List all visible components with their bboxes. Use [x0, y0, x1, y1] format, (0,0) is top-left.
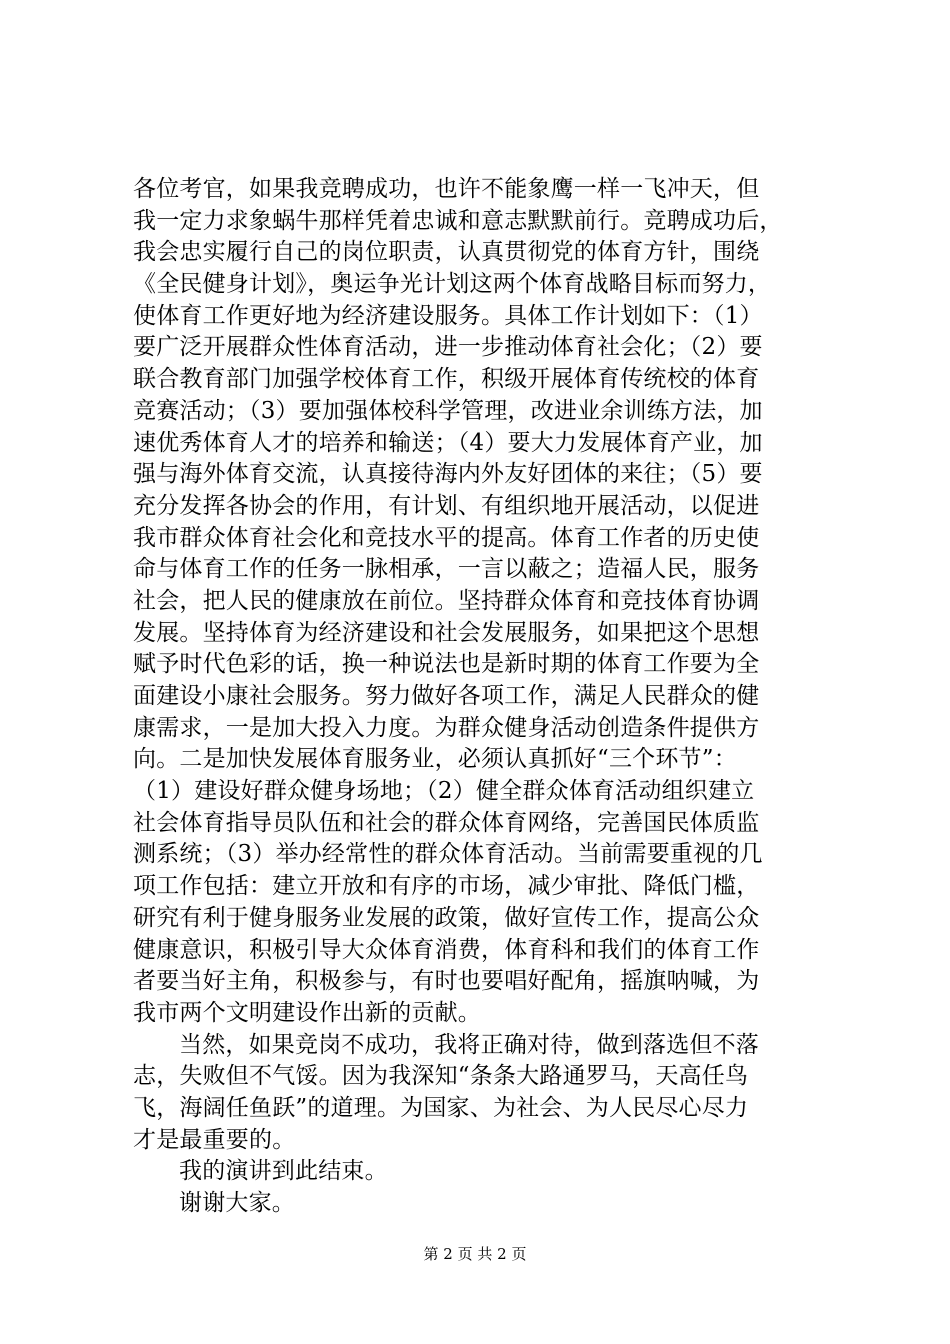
body-line: 者要当好主角，积极参与，有时也要唱好配角，摇旗呐喊，为: [133, 968, 760, 995]
body-line: 才是最重要的。: [133, 1126, 296, 1153]
thanks-line: 谢谢大家。: [179, 1190, 295, 1216]
body-line: 竞赛活动；（3）要加强体校科学管理，改进业余训练方法，加: [133, 397, 763, 424]
paragraph-start-line: 当然，如果竞岗不成功，我将正确对待，做到落选但不落: [179, 1031, 759, 1058]
body-line: 康需求，一是加大投入力度。为群众健身活动创造条件提供方: [133, 714, 760, 741]
body-line: 面建设小康社会服务。努力做好各项工作，满足人民群众的健: [133, 683, 760, 709]
body-line: 研究有利于健身服务业发展的政策，做好宣传工作，提高公众: [133, 904, 760, 931]
body-line: （1）建设好群众健身场地；（2）健全群众体育活动组织建立: [133, 778, 755, 805]
body-line: 向。二是加快发展体育服务业，必须认真抓好“三个环节”：: [133, 746, 737, 773]
body-line: 志，失败但不气馁。因为我深知“条条大路通罗马，天高任鸟: [133, 1063, 749, 1090]
body-line: 各位考官，如果我竞聘成功，也许不能象鹰一样一飞冲天，但: [133, 176, 760, 202]
body-line: 强与海外体育交流，认真接待海内外友好团体的来往；（5）要: [133, 461, 763, 488]
body-line: 赋予时代色彩的话，换一种说法也是新时期的体育工作要为全: [133, 651, 760, 678]
body-line: 速优秀体育人才的培养和输送；（4）要大力发展体育产业，加: [133, 429, 763, 456]
closing-line: 我的演讲到此结束。: [179, 1158, 388, 1185]
body-line: 项工作包括：建立开放和有序的市场，减少审批、降低门槛，: [133, 873, 760, 900]
body-line: 《全民健身计划》，奥运争光计划这两个体育战略目标而努力，: [133, 271, 772, 298]
body-line: 我市两个文明建设作出新的贡献。: [133, 999, 481, 1026]
body-line: 飞，海阔任鱼跃”的道理。为国家、为社会、为人民尽心尽力: [133, 1094, 749, 1121]
body-line: 我会忠实履行自己的岗位职责，认真贯彻党的体育方针，围绕: [133, 239, 760, 266]
body-line: 社会，把人民的健康放在前位。坚持群众体育和竞技体育协调: [133, 587, 760, 614]
body-line: 使体育工作更好地为经济建设服务。具体工作计划如下：（1）: [133, 302, 763, 329]
body-line: 测系统；（3）举办经常性的群众体育活动。当前需要重视的几: [133, 841, 763, 868]
body-line: 联合教育部门加强学校体育工作，积级开展体育传统校的体育: [133, 366, 760, 393]
body-line: 我市群众体育社会化和竞技水平的提高。体育工作者的历史使: [133, 524, 760, 551]
body-line: 我一定力求象蜗牛那样凭着忠诚和意志默默前行。竞聘成功后，: [133, 207, 783, 234]
body-line: 发展。坚持体育为经济建设和社会发展服务，如果把这个思想: [133, 619, 760, 646]
page-footer: 第 2 页 共 2 页: [423, 1245, 527, 1263]
body-line: 命与体育工作的任务一脉相承，一言以蔽之；造福人民，服务: [133, 556, 760, 583]
document-body: [133, 174, 833, 1220]
body-line: 要广泛开展群众性体育活动，进一步推动体育社会化；（2）要: [133, 334, 763, 361]
body-line: 健康意识，积极引导大众体育消费，体育科和我们的体育工作: [133, 936, 760, 963]
body-line: 社会体育指导员队伍和社会的群众体育网络，完善国民体质监: [133, 809, 760, 836]
body-line: 充分发挥各协会的作用，有计划、有组织地开展活动，以促进: [133, 492, 760, 519]
